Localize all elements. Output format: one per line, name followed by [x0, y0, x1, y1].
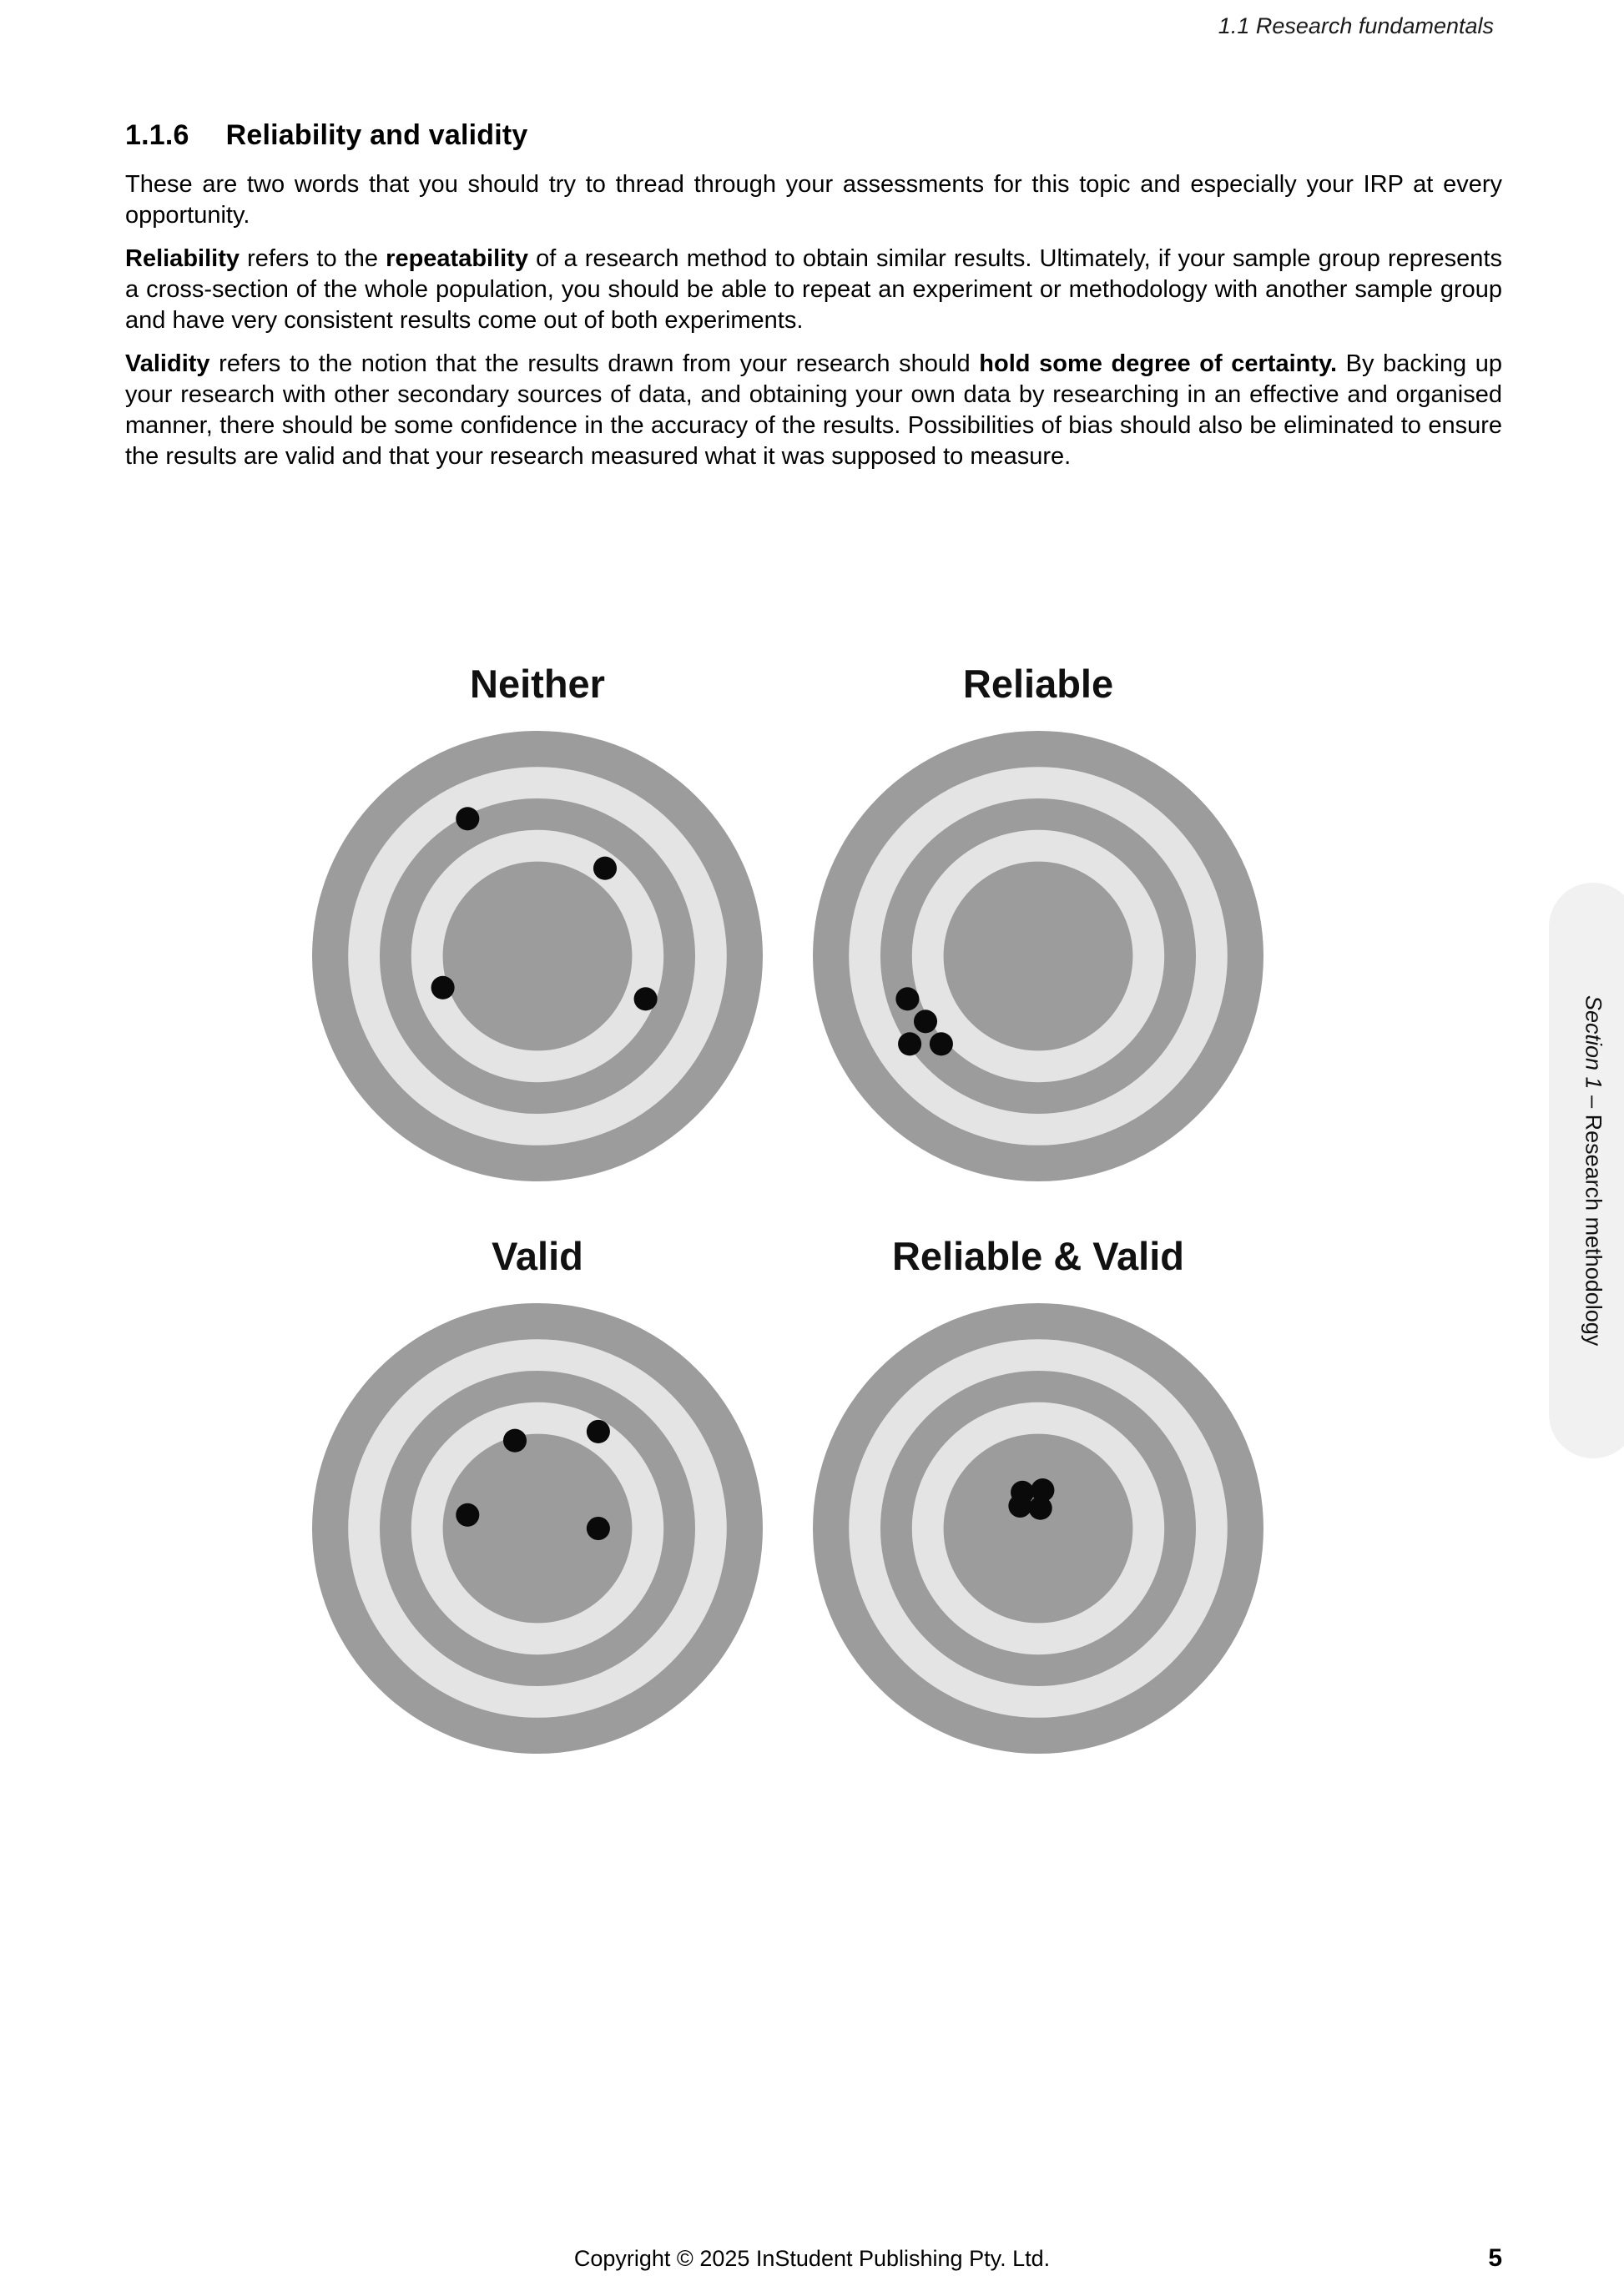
running-header: 1.1 Research fundamentals	[1218, 13, 1494, 38]
paragraph: These are two words that you should try to thread through your assessments for this topic and especially your IRP at every opportunity.	[125, 171, 1502, 229]
copyright-line: Copyright © 2025 InStudent Publishing Pty. Ltd.	[573, 2246, 1051, 2271]
bullseye-target-icon	[312, 731, 763, 1181]
target-label: Valid	[492, 1233, 583, 1278]
section-tab-title: Research methodology	[1581, 1114, 1606, 1347]
section-tab-label	[1581, 995, 1606, 1346]
section-heading-title: Reliability and validity	[225, 118, 528, 151]
section-heading-number: 1.1.6	[125, 118, 189, 151]
paragraph: Validity refers to the notion that the results drawn from your research should hold some degree of certainty. By backing up your research with other secondary sources of data, and obtaining your own data by researching in an effective and organised manner, there should be some confidence in the accuracy of the results. Possibilities of bias should also be eliminated to ensure the results are valid and that your research measured what it was supposed to measure.	[125, 350, 1502, 470]
section-tab-section: Section 1	[1581, 994, 1606, 1090]
bullseye-target-icon	[312, 1303, 763, 1754]
section-heading	[125, 119, 528, 152]
bullseye-target-icon	[813, 1303, 1263, 1754]
target-figure	[788, 1221, 1289, 1754]
section-tab-separator: –	[1581, 1089, 1606, 1115]
paragraph: Reliability refers to the repeatability of a research method to obtain similar results. Ultimately, if your sample group represents a cross-section of the whole population, you should be able to repeat an experiment or methodology with another sample group and have very consistent results come out of both experiments.	[125, 245, 1502, 334]
target-label: Reliable & Valid	[891, 1233, 1185, 1278]
target-figure	[287, 649, 788, 1181]
target-figure	[788, 649, 1289, 1181]
bullseye-target-icon	[813, 731, 1263, 1181]
body-paragraphs	[125, 169, 1502, 485]
target-label: Neither	[470, 661, 605, 706]
targets-grid	[287, 649, 1289, 1754]
target-figure	[287, 1221, 788, 1754]
target-label: Reliable	[962, 661, 1114, 706]
section-tab	[1549, 883, 1624, 1458]
page-number: 5	[1488, 2244, 1502, 2272]
